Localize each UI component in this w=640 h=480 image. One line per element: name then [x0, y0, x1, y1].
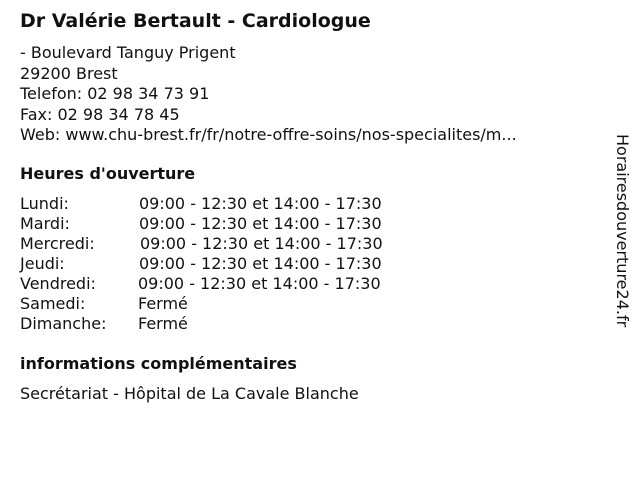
street-address: - Boulevard Tanguy Prigent	[20, 43, 236, 62]
page-title: Dr Valérie Bertault - Cardiologue	[20, 10, 371, 32]
opening-hours-heading: Heures d'ouverture	[20, 164, 196, 183]
day-label: Samedi:	[20, 294, 86, 313]
time-value: Fermé	[138, 294, 188, 313]
day-label: Jeudi:	[20, 254, 65, 273]
time-value: 09:00 - 12:30 et 14:00 - 17:30	[138, 274, 381, 293]
day-label: Vendredi:	[20, 274, 96, 293]
city: 29200 Brest	[20, 63, 118, 83]
time-value: 09:00 - 12:30 et 14:00 - 17:30	[139, 254, 382, 273]
address-block	[20, 43, 517, 146]
time-value: Fermé	[138, 314, 188, 333]
time-value: 09:00 - 12:30 et 14:00 - 17:30	[139, 194, 382, 213]
additional-info-text: Secrétariat - Hôpital de La Cavale Blanche	[20, 384, 359, 403]
watermark	[612, 134, 632, 346]
day-label: Mercredi:	[20, 234, 95, 253]
additional-info-heading: informations complémentaires	[20, 354, 297, 373]
day-label: Mardi:	[20, 214, 70, 233]
phone-number: Telefon: 02 98 34 73 91	[20, 84, 210, 103]
website-link[interactable]: Web: www.chu-brest.fr/fr/notre-offre-soins/nos-specialites/m...	[20, 125, 517, 144]
watermark-text: Horairesdouverture24.fr	[613, 134, 632, 328]
time-value: 09:00 - 12:30 et 14:00 - 17:30	[139, 214, 382, 233]
fax-number: Fax: 02 98 34 78 45	[20, 104, 180, 124]
time-value: 09:00 - 12:30 et 14:00 - 17:30	[140, 234, 383, 253]
day-label: Dimanche:	[20, 314, 107, 333]
day-label: Lundi:	[20, 194, 69, 213]
